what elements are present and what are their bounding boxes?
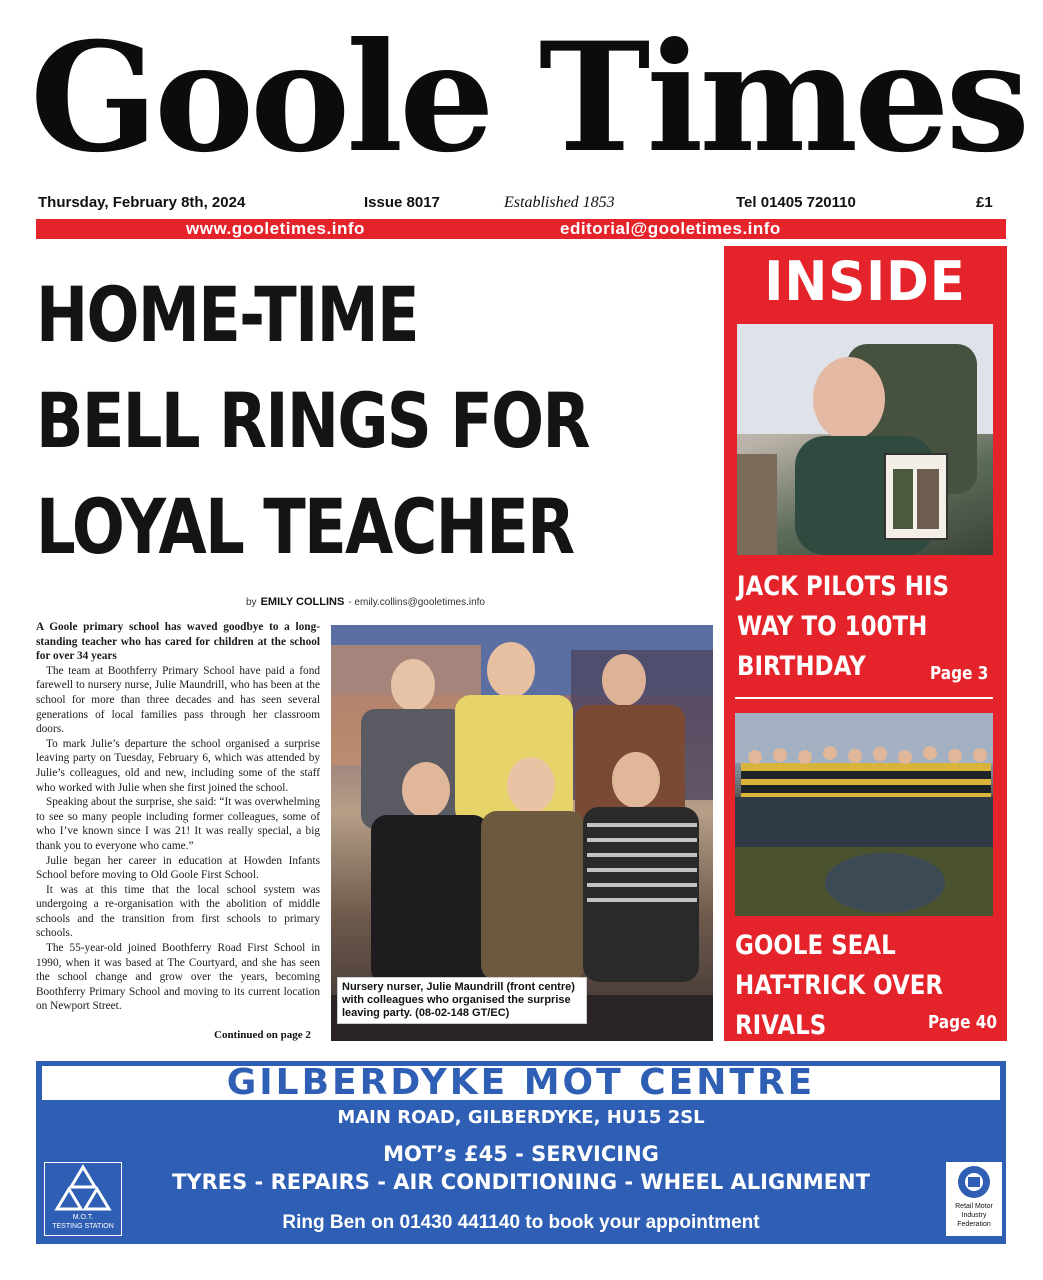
teaser-birthday-headline[interactable] [737,567,949,687]
mot-triangles-icon [45,1163,121,1213]
teaser-rugby-line: HAT-TRICK OVER [735,970,944,1001]
email-link[interactable]: editorial@gooletimes.info [560,219,781,238]
issue-number: Issue 8017 [364,194,440,211]
inside-title: INSIDE [764,250,966,313]
advert-business-name: GILBERDYKE MOT CENTRE [42,1066,1000,1100]
advert-address: MAIN ROAD, GILBERDYKE, HU15 2SL [337,1107,705,1128]
lead-headline [36,262,594,580]
byline-author: EMILY COLLINS [260,596,345,608]
photo-caption: Nursery nurser, Julie Maundrill (front centre) with colleagues who organised the surprise leaving party. (08-02-148 GT/EC) [337,977,587,1024]
teaser-photo-rugby-illustration [735,713,993,916]
headline-line-3: LOYAL TEACHER [36,482,574,571]
teaser-rugby-page[interactable]: Page 40 [928,1012,998,1033]
article-lead: A Goole primary school has waved goodbye to a long-standing teacher who has cared for children at the school for over 34 years [36,621,320,663]
continued-link[interactable]: Continued on page 2 [214,1029,311,1041]
rmif-badge-icon [946,1162,1002,1204]
advert-services-line: TYRES - REPAIRS - AIR CONDITIONING - WHEEL ALIGNMENT [172,1170,870,1194]
article-paragraph: Julie began her career in education at Howden Infants School before moving to Old Goole First School. [36,854,320,882]
headline-line-2: BELL RINGS FOR [36,376,589,465]
teaser-rugby-line: RIVALS [735,1010,827,1041]
rmif-logo-text: Industry [961,1212,987,1219]
teaser-birthday-page[interactable]: Page 3 [930,663,989,684]
phone-number: Tel 01405 720110 [736,194,856,211]
byline-email: - emily.collins@gooletimes.info [348,597,485,608]
established-year: Established 1853 [504,194,615,211]
headline-line-1: HOME-TIME [36,270,418,359]
teaser-birthday-line: JACK PILOTS HIS [737,571,950,602]
article-paragraph: The 55-year-old joined Boothferry Road First School in 1990, when it was based at The Courtyard, and she has seen the school change and grow over the years, becoming Boothferry Primary School and moving to its current location on Newport Street. [36,942,320,1013]
rmif-logo-text: Retail Motor [955,1203,993,1210]
byline-prefix: by [246,597,257,608]
advert-price-line: MOT’s £45 - SERVICING [383,1142,659,1166]
issue-date: Thursday, February 8th, 2024 [38,194,246,211]
mot-logo-text: M.O.T. [72,1214,94,1221]
teaser-rugby-headline[interactable] [735,926,943,1046]
teaser-photo-birthday [737,324,993,555]
cover-price: £1 [976,194,993,211]
teaser-birthday-line: WAY TO 100TH [737,611,928,642]
article-body [36,620,320,1048]
inside-divider [735,697,993,699]
teaser-photo-rugby [735,713,993,916]
mot-logo-text: TESTING STATION [52,1223,114,1230]
article-paragraph: The team at Boothferry Primary School have paid a fond farewell to nursery nurse, Julie Maundrill, who has been at the school for more than three decades and has seen several generations of local families pass through her classroom doors. [36,664,320,736]
masthead-title: Goole Times [30,10,1027,186]
website-link[interactable]: www.gooletimes.info [186,219,365,238]
mot-logo [44,1162,122,1236]
contact-bar [36,219,1006,239]
teaser-photo-birthday-illustration [737,324,993,555]
rmif-logo-text: Federation [957,1221,991,1228]
byline [246,596,485,608]
article-paragraph: Speaking about the surprise, she said: “It was overwhelming to see so many people including former colleagues, some of who I’ve known since I was 21! It was really special, a big thank you to everyone who came.” [36,796,320,852]
rmif-logo [946,1162,1002,1236]
article-paragraph: To mark Julie’s departure the school organised a surprise leaving party on Tuesday, February 6, which was attended by Julie’s colleagues, old and new, including some of the staff who worked with Julie when she first joined the school. [36,737,320,794]
teaser-rugby-line: GOOLE SEAL [735,930,896,961]
teaser-birthday-line: BIRTHDAY [737,651,866,682]
advert-call-to-action: Ring Ben on 01430 441140 to book your appointment [282,1212,760,1233]
article-paragraph: It was at this time that the local school system was undergoing a re-organisation with the abolition of middle schools and the transition from first schools to primary schools. [36,883,320,940]
